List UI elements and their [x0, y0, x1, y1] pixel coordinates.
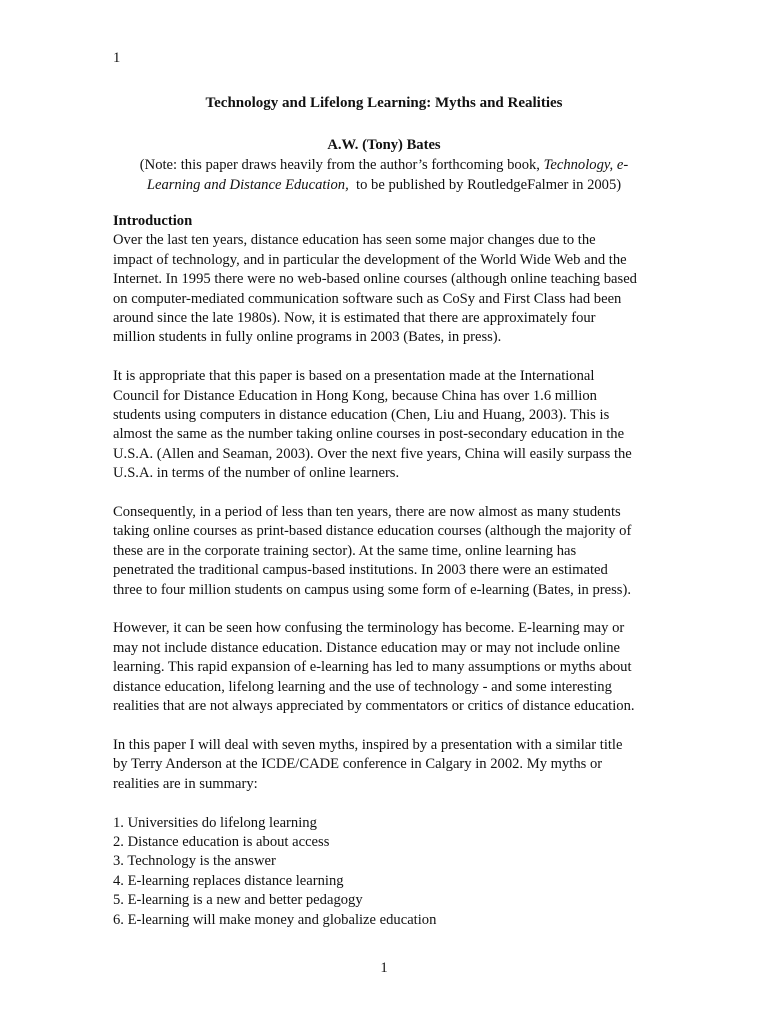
paragraph-4 — [113, 619, 658, 716]
note-line2-italic: Learning and Distance Education, — [146, 176, 349, 193]
paragraph-line: U.S.A. in terms of the number of online learners. — [113, 465, 400, 482]
paragraph-2 — [113, 367, 658, 483]
footer-page-number: 1 — [380, 960, 388, 976]
paragraph-line: taking online courses as print-based distance education courses (although the majority of — [113, 523, 632, 540]
paragraph-line: on computer-mediated communication software such as CoSy and First Class had been — [113, 290, 622, 307]
paragraph-line: Internet. In 1995 there were no web-based online courses (although online teaching based — [113, 271, 637, 288]
author-name: A.W. (Tony) Bates — [327, 137, 441, 153]
paragraph-line: realities are in summary: — [113, 775, 258, 792]
paragraph-line: Council for Distance Education in Hong Kong, because China has over 1.6 million — [113, 387, 597, 404]
paragraph-line: by Terry Anderson at the ICDE/CADE conference in Calgary in 2002. My myths or — [113, 756, 603, 773]
paragraph-line: realities that are not always appreciated by commentators or critics of distance education. — [113, 698, 635, 715]
paragraph-3 — [113, 503, 658, 600]
body-content — [113, 212, 658, 930]
list-item: 2. Distance education is about access — [113, 833, 330, 850]
paragraph-line: impact of technology, and in particular the development of the World Wide Web and the — [113, 251, 627, 268]
list-item: 1. Universities do lifelong learning — [113, 814, 317, 831]
note-line1-italic: Technology, e- — [543, 157, 629, 173]
paragraph-line: students using computers in distance education (Chen, Liu and Huang, 2003). This is — [113, 407, 610, 424]
paragraph-line: However, it can be seen how confusing the terminology has become. E-learning may or — [113, 620, 625, 637]
paragraph-1 — [113, 231, 658, 347]
section-heading: Introduction — [113, 213, 193, 229]
paragraph-line: around since the late 1980s). Now, it is estimated that there are approximately four — [113, 310, 596, 327]
note-line2-text: to be published by RoutledgeFalmer in 2005) — [348, 176, 622, 193]
author-note — [0, 156, 768, 195]
list-item: 6. E-learning will make money and globalize education — [113, 911, 437, 928]
paragraph-line: almost the same as the number taking online courses in post-secondary education in the — [113, 426, 625, 443]
paragraph-line: these are in the corporate training sector). At the same time, online learning has — [113, 542, 577, 559]
paragraph-line: distance education, lifelong learning and the use of technology - and some interesting — [113, 678, 612, 695]
paragraph-line: penetrated the traditional campus-based institutions. In 2003 there were an estimated — [113, 562, 608, 579]
paragraph-line: U.S.A. (Allen and Seaman, 2003). Over the next five years, China will easily surpass the — [113, 445, 632, 462]
note-line1-text: (Note: this paper draws heavily from the author’s forthcoming book, — [139, 157, 544, 173]
list-item: 3. Technology is the answer — [113, 853, 276, 870]
paragraph-line: In this paper I will deal with seven myths, inspired by a presentation with a similar title — [113, 736, 623, 753]
list-item: 4. E-learning replaces distance learning — [113, 872, 344, 889]
paragraph-line: three to four million students on campus using some form of e-learning (Bates, in press). — [113, 581, 631, 598]
header-page-number: 1 — [113, 50, 121, 66]
paragraph-line: It is appropriate that this paper is based on a presentation made at the International — [113, 368, 595, 385]
myths-list — [113, 814, 658, 930]
paragraph-line: Over the last ten years, distance education has seen some major changes due to the — [113, 232, 596, 249]
paragraph-line: may not include distance education. Distance education may or may not include online — [113, 639, 620, 656]
paragraph-line: million students in fully online programs in 2003 (Bates, in press). — [113, 329, 502, 346]
paragraph-5 — [113, 736, 658, 794]
paragraph-line: learning. This rapid expansion of e-learning has led to many assumptions or myths about — [113, 659, 632, 676]
paper-title: Technology and Lifelong Learning: Myths and Realities — [205, 95, 563, 111]
list-item: 5. E-learning is a new and better pedagogy — [113, 892, 363, 909]
paragraph-line: Consequently, in a period of less than ten years, there are now almost as many students — [113, 504, 621, 521]
